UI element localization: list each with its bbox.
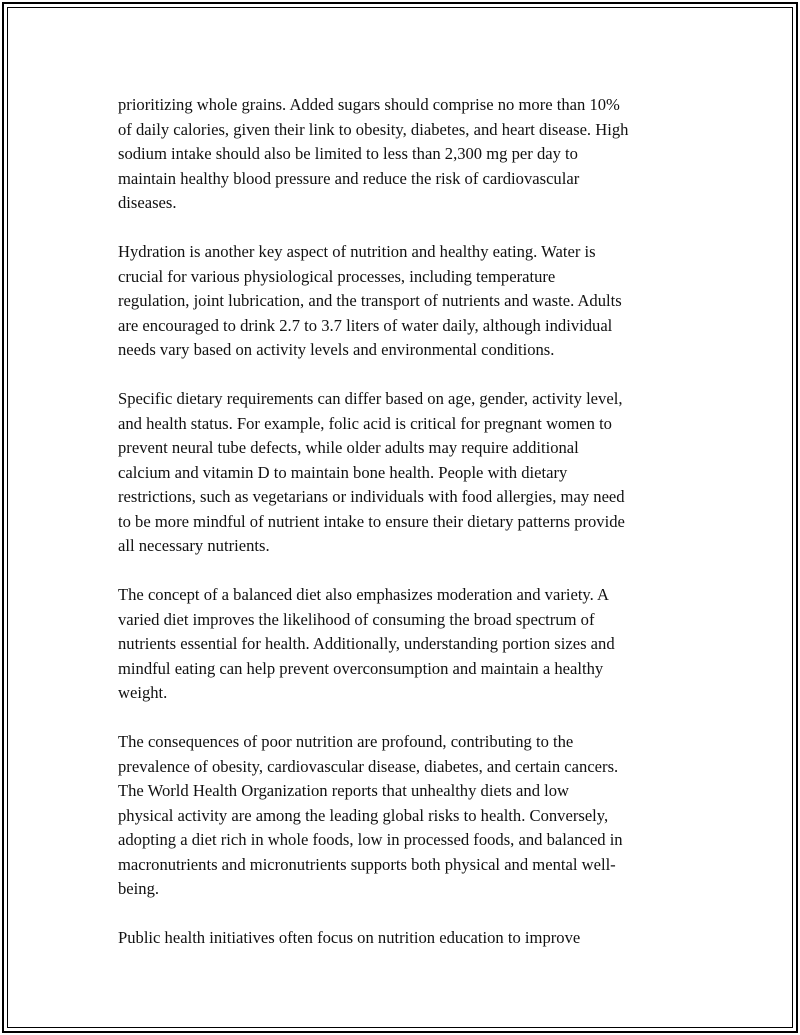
text-line: The consequences of poor nutrition are profound, contributing to the xyxy=(118,732,574,751)
text-line: all necessary nutrients. xyxy=(118,536,270,555)
text-line: being. xyxy=(118,879,160,898)
text-line: and health status. For example, folic acid is critical for pregnant women to xyxy=(118,413,612,433)
paragraph xyxy=(118,730,688,902)
text-line: diseases. xyxy=(118,193,177,212)
text-line: restrictions, such as vegetarians or individuals with food allergies, may need xyxy=(118,487,625,506)
text-line: sodium intake should also be limited to less than 2,300 mg per day to xyxy=(118,144,578,163)
text-line: are encouraged to drink 2.7 to 3.7 liters of water daily, although individual xyxy=(118,315,613,335)
text-line: The concept of a balanced diet also emphasizes moderation and variety. A xyxy=(118,585,610,604)
text-line: Public health initiatives often focus on nutrition education to improve xyxy=(118,928,581,947)
text-line: weight. xyxy=(118,683,168,702)
paragraph xyxy=(118,240,688,363)
text-line: mindful eating can help prevent overconsumption and maintain a healthy xyxy=(118,658,604,678)
paragraph xyxy=(118,93,688,216)
text-line: varied diet improves the likelihood of consuming the broad spectrum of xyxy=(118,609,595,629)
text-line: prioritizing whole grains. Added sugars should comprise no more than 10% xyxy=(118,95,620,114)
text-line: of daily calories, given their link to obesity, diabetes, and heart disease. High xyxy=(118,119,629,139)
text-line: prevalence of obesity, cardiovascular disease, diabetes, and certain cancers. xyxy=(118,756,619,776)
text-line: to be more mindful of nutrient intake to ensure their dietary patterns provide xyxy=(118,511,625,531)
text-line: nutrients essential for health. Additionally, understanding portion sizes and xyxy=(118,634,615,653)
text-line: prevent neural tube defects, while older adults may require additional xyxy=(118,438,579,457)
paragraph xyxy=(118,387,688,559)
text-line: crucial for various physiological processes, including temperature xyxy=(118,266,556,286)
paragraph xyxy=(118,926,688,951)
text-line: maintain healthy blood pressure and reduce the risk of cardiovascular xyxy=(118,168,580,188)
text-line: needs vary based on activity levels and environmental conditions. xyxy=(118,340,555,359)
text-line: regulation, joint lubrication, and the transport of nutrients and waste. Adults xyxy=(118,291,622,310)
text-line: The World Health Organization reports that unhealthy diets and low xyxy=(118,781,570,800)
text-line: physical activity are among the leading global risks to health. Conversely, xyxy=(118,805,609,825)
text-line: Specific dietary requirements can differ based on age, gender, activity level, xyxy=(118,389,623,408)
text-line: calcium and vitamin D to maintain bone health. People with dietary xyxy=(118,462,568,482)
document-body xyxy=(118,93,688,975)
text-line: adopting a diet rich in whole foods, low in processed foods, and balanced in xyxy=(118,830,623,849)
text-line: Hydration is another key aspect of nutrition and healthy eating. Water is xyxy=(118,242,596,261)
text-line: macronutrients and micronutrients supports both physical and mental well- xyxy=(118,854,616,874)
paragraph xyxy=(118,583,688,706)
